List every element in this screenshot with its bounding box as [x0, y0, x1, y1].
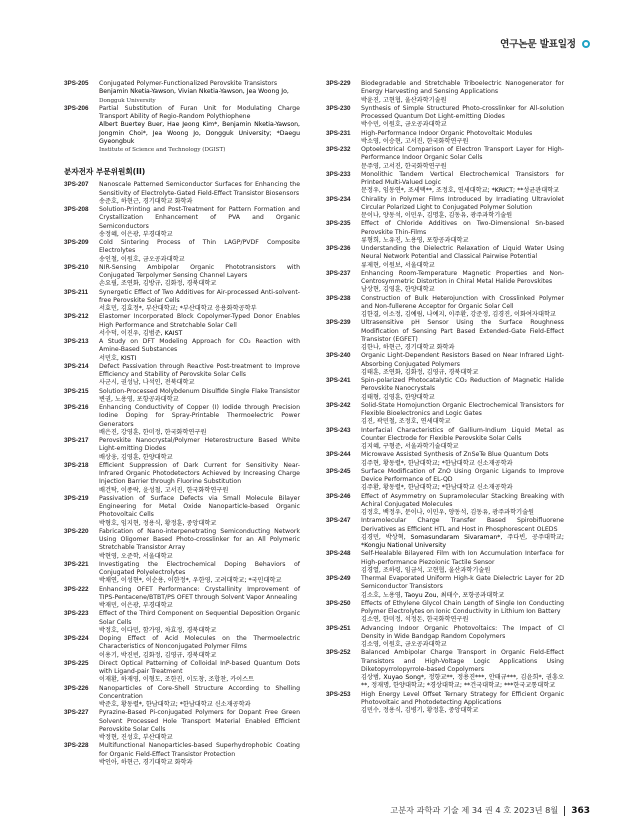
- entry-code: 3PS-207: [64, 181, 89, 189]
- entry-title: Investigating the Electrochemical Doping Behaviors of Conjugated Polyelectrolytes: [99, 560, 300, 576]
- entry-code: 3PS-220: [64, 527, 89, 535]
- entry-code: 3PS-228: [64, 742, 89, 750]
- entry-code: 3PS-222: [64, 585, 89, 593]
- entry-authors: 문정우, 임동연*, 조세택**, 조정호, 연세대학교; *KRICT; **성균관대학교: [361, 187, 560, 195]
- entry-body: [361, 245, 564, 270]
- entry-body: [99, 105, 300, 155]
- entry-title: Solid-State Homojunction Organic Electrochemical Transistors for Flexible Bioelectronics and Logic Gates: [361, 401, 564, 417]
- program-entry: [64, 338, 300, 363]
- entry-authors: 김상범, Xuyao Song*, 정항교**, 정용진***, 안태규***, 김윤희*, 권흥오**, 정재명, 한양대학교; *경상대학교; **건국대학교; ***한국교통대학교: [361, 674, 564, 690]
- entry-code: 3PS-240: [326, 352, 351, 360]
- entry-body: [361, 625, 564, 650]
- entry-code: 3PS-239: [326, 319, 351, 327]
- entry-code: 3PS-245: [326, 467, 351, 475]
- entry-authors: 남상현, 김영훈, 한양대학교: [361, 286, 435, 294]
- entry-authors: 박윤진, 고현협, 울산과학기술원: [361, 96, 447, 104]
- journal-info: 고분자 과학과 기술 제 34 권 4 호 2023년 8월: [390, 805, 559, 815]
- entry-body: [99, 685, 300, 710]
- program-entry: [64, 528, 300, 561]
- program-entry: [64, 685, 300, 710]
- program-entry: [64, 462, 300, 495]
- entry-title: Multifunctional Nanoparticles-based Superhydrophobic Coating for Organic Field-Effect Transistor Protection: [99, 742, 300, 758]
- circle-bullet-icon: [582, 40, 590, 48]
- section-heading: 분자전자 부문위원회(II): [64, 167, 146, 177]
- entry-code: 3PS-235: [326, 220, 351, 228]
- entry-body: [99, 388, 300, 405]
- entry-body: [361, 270, 564, 295]
- entry-code: 3PS-212: [64, 313, 89, 321]
- entry-code: 3PS-243: [326, 426, 351, 434]
- entry-title: Enhancing Conductivity of Copper (I) Iodide through Precision Iodine Doping for Spray-Printable Thermoelectric Power Generators: [99, 404, 300, 428]
- entry-code: 3PS-250: [326, 599, 351, 607]
- entry-body: [99, 660, 300, 685]
- entry-body: [361, 575, 564, 600]
- entry-body: [99, 264, 300, 289]
- entry-body: [99, 528, 300, 561]
- entry-body: [361, 468, 564, 493]
- program-entry: [64, 239, 300, 264]
- right-entries: [326, 80, 564, 715]
- entry-code: 3PS-214: [64, 362, 89, 370]
- entry-title: Perovskite Nanocrystal/Polymer Heterostructure Based White Light-emitting Diodes: [99, 437, 300, 453]
- entry-authors: 김태형, 김영훈, 한양대학교: [361, 393, 435, 401]
- entry-body: [361, 295, 564, 320]
- entry-authors: 김한결, 이소정, 김예림, 나예지, 이주환, 강준정, 김경진, 이화여자대학교: [361, 311, 556, 318]
- entry-body: [99, 635, 300, 660]
- entry-title: Biodegradable and Stretchable Triboelectric Nanogenerator for Energy Harvesting and Sensing Applications: [361, 80, 564, 96]
- entry-authors: 박현영, 오준학, 서울대학교: [99, 552, 173, 560]
- entry-authors: 박재민, 이은광, 부경대학교: [99, 602, 173, 609]
- entry-title: Surface Modification of ZnO Using Organic Ligands to Improve Device Performance of EL-QD: [361, 467, 564, 483]
- entry-authors: 손요필, 조연화, 김방규, 김화정, 경북대학교: [99, 280, 217, 288]
- entry-code: 3PS-247: [326, 517, 351, 525]
- entry-title: Solution-Printing and Post-Treatment for Pattern Formation and Crystallization Enhancement of PVA and Organic Semiconductors: [99, 206, 300, 230]
- program-entry: [326, 625, 564, 650]
- entry-code: 3PS-205: [64, 80, 89, 87]
- entry-title: Enhancing OFET Performance: Crystallinity Improvement of TIPS-Pentacene/BTBT/PS OFET through Solvent Vapor Annealing: [99, 585, 300, 601]
- entry-body: [99, 495, 300, 528]
- entry-title: Direct Optical Patterning of Colloidal InP-based Quantum Dots with Ligand-pair Treatment: [99, 659, 300, 675]
- program-entry: [64, 610, 300, 635]
- entry-code: 3PS-231: [326, 129, 351, 137]
- entry-body: [361, 451, 564, 468]
- program-entry: [326, 130, 564, 147]
- entry-title: Passivation of Surface Defects via Small Molecule Bilayer Engineering for Metal Oxide Nanoparticle-based Organic Photovoltaic Cells: [99, 494, 300, 519]
- entry-title: Synthesis of Simple Structured Photo-crosslinker for All-solution Processed Quantum Dot Light-emitting Diodes: [361, 104, 564, 120]
- entry-body: [99, 586, 300, 611]
- entry-body: [361, 130, 564, 147]
- entry-authors: 배건탁, 이종락, 윤성철, 고서진, 한국화학연구원: [99, 486, 229, 494]
- entry-authors: 김소호, 노용영, Taoyu Zou, 최태수, 포항공과대학교: [361, 591, 505, 599]
- entry-title: Pyrazine-Based Pi-conjugated Polymers for Dopant Free Green Solvent Processed Hole Transport Material Enabled Efficient Perovskite Solar Cells: [99, 709, 300, 733]
- entry-authors: 박정현, 진성호, 부산대학교: [99, 734, 173, 741]
- entry-affiliation: Dongguk University: [99, 97, 156, 104]
- program-entry: [64, 586, 300, 611]
- entry-authors: 류제현, 이원보, 서울대학교: [361, 261, 435, 269]
- program-entry: [64, 80, 300, 105]
- entry-authors: 배상웅, 김영훈, 한양대학교: [99, 453, 173, 461]
- entry-code: 3PS-252: [326, 649, 351, 657]
- entry-title: Monolithic Tandem Vertical Electrochemical Transistors for Printed Multi-Valued Logic: [361, 170, 564, 186]
- right-column: [326, 80, 564, 715]
- entry-code: 3PS-230: [326, 104, 351, 112]
- entry-body: [361, 493, 564, 518]
- program-entry: [326, 377, 564, 402]
- entry-code: 3PS-218: [64, 461, 89, 469]
- entry-authors: 박인아, 하현근, 경기대학교 화학과: [99, 758, 193, 766]
- entry-title: High-Performance Indoor Organic Photovoltaic Modules: [361, 129, 533, 137]
- entry-body: [99, 239, 300, 264]
- entry-title: Conjugated Polymer-Functionalized Perovskite Transistors: [99, 80, 278, 87]
- program-entry: [64, 313, 300, 338]
- entry-authors: 박소영, 이승현, 고서진, 한국화학연구원: [361, 137, 469, 145]
- entry-title: Effect of Asymmetry on Supramolecular Stacking Breaking with Achiral Conjugated Molecules: [361, 492, 564, 508]
- entry-authors: 박수민, 이원호, 금오공과대학교: [361, 121, 447, 129]
- entry-code: 3PS-225: [64, 659, 89, 667]
- entry-authors: 서수덕, 이진우, 김범준, KAIST: [99, 329, 183, 337]
- entry-title: A Study on DFT Modeling Approach for CO₂ Reaction with Amine-Based Substances: [99, 338, 300, 354]
- entry-title: Balanced Ambipolar Charge Transport in Organic Field-Effect Transistors and High-Voltage Logic Applications Using Diketopyrrolopyrrole-based Copolymers: [361, 649, 564, 673]
- entry-code: 3PS-237: [326, 269, 351, 277]
- entry-authors: 박채연, 이성현*, 이순용, 이한정*, 우한영, 고려대학교; *국민대학교: [99, 577, 282, 585]
- entry-code: 3PS-236: [326, 245, 351, 252]
- entry-title: High Energy Level Offset Ternary Strategy for Efficient Organic Photovoltaic and Photodetecting Applications: [361, 690, 564, 706]
- entry-title: Advancing Indoor Organic Photovoltaics: The Impact of Cl Density in Wide Bandgap Random Copolymers: [361, 624, 564, 640]
- entry-title: Partial Substitution of Furan Unit for Modulating Charge Transport Ability of Regio-Random Polythiophene: [99, 104, 300, 120]
- program-entry: [326, 319, 564, 352]
- entry-title: Construction of Bulk Heterojunction with Crosslinked Polymer and Non-fullerene Acceptor for Organic Solar Cell: [361, 294, 564, 310]
- entry-body: [99, 338, 300, 363]
- entry-body: [99, 363, 300, 388]
- entry-code: 3PS-248: [326, 550, 351, 558]
- entry-authors: 김경열, 조하령, 임금석, 고현협, 울산과학기술원: [361, 566, 491, 574]
- entry-authors: 사군시, 권성남, 나석인, 전북대학교: [99, 379, 195, 387]
- entry-title: Fabrication of Nano-interpenetrating Semiconducting Network Using Oligomer Based Photo-crosslinker for an All Polymeric Stretchable Transistor Array: [99, 527, 300, 552]
- entry-code: 3PS-211: [64, 288, 89, 296]
- entry-body: [361, 402, 564, 427]
- entry-body: [361, 105, 564, 130]
- entry-authors: 이용기, 박진빈, 김화정, 김영규, 경북대학교: [99, 651, 217, 659]
- entry-authors: 송준호, 하현근, 경기대학교 화학과: [99, 197, 193, 205]
- program-entry: [64, 289, 300, 314]
- entry-authors: 김민수, 정용식, 김병기, 황정훈, 중앙대학교: [361, 707, 479, 714]
- entry-code: 3PS-251: [326, 624, 351, 632]
- entry-authors: 배은진, 강영훈, 한미정, 한국화학연구원: [99, 428, 207, 436]
- entry-code: 3PS-227: [64, 709, 89, 717]
- entry-body: [99, 709, 300, 742]
- program-entry: [326, 105, 564, 130]
- program-entry: [326, 517, 564, 550]
- program-entry: [64, 206, 300, 239]
- entry-authors: Albert Buertey Buer, Hae Jeong Kim*, Benjamin Nketia-Yawson, Jongmin Choi*, Jea Woong Jo, Dongguk University; *Daegu Gyeongbuk: [99, 121, 300, 145]
- entry-body: [361, 146, 564, 171]
- entry-title: Cold Sintering Process of Thin LAGP/PVDF Composite Electrolytes: [99, 239, 300, 255]
- entry-body: [99, 462, 300, 495]
- entry-body: [361, 649, 564, 690]
- entry-body: [361, 352, 564, 377]
- entry-code: 3PS-208: [64, 206, 89, 213]
- program-entry: [326, 146, 564, 171]
- program-entry: [64, 181, 300, 206]
- entry-code: 3PS-249: [326, 575, 351, 582]
- entry-code: 3PS-210: [64, 263, 89, 271]
- program-entry: [326, 245, 564, 270]
- entry-code: 3PS-217: [64, 437, 89, 444]
- entry-title: Interfacial Characteristics of Gallium-Indium Liquid Metal as Counter Electrode for Flexible Perovskite Solar Cells: [361, 426, 564, 442]
- program-entry: [326, 220, 564, 245]
- entry-title: Synergetic Effect of Two Additives for Air-processed Anti-solvent-free Perovskite Solar Cells: [99, 288, 300, 304]
- program-entry: [326, 352, 564, 377]
- left-entries: [64, 181, 300, 767]
- program-entry: [64, 388, 300, 405]
- entry-authors: 김정호, 백정우, 문이나, 이민우, 양동석, 김동유, 광주과학기술원: [361, 509, 535, 516]
- entry-body: [361, 220, 564, 245]
- entry-code: 3PS-206: [64, 104, 89, 112]
- entry-authors: 이재환, 하재영, 이형도, 조한진, 이도창, 조합찬, 카이스트: [99, 676, 255, 684]
- entry-title: Defect Passivation through Reactive Post-treatment to Improve Efficiency and Stability of Perovskite Solar Cells: [99, 362, 300, 378]
- entry-body: [361, 196, 564, 221]
- entry-body: [99, 561, 300, 586]
- entry-title: Solution-Processed Molybdenum Disulfide Single Flake Transistor: [99, 387, 300, 395]
- entry-authors: 김태훈, 조연화, 김화정, 김영규, 경북대학교: [361, 368, 479, 376]
- entry-title: Thermal Evaporated Uniform High-k Gate Dielectric Layer for 2D Semiconductor Transistors: [361, 575, 564, 591]
- entry-body: [99, 206, 300, 239]
- left-column: [64, 80, 300, 767]
- program-entry: [64, 660, 300, 685]
- program-entry: [326, 575, 564, 600]
- entry-title: Spin-polarized Photocatalytic CO₂ Reduction of Magnetic Halide Perovskite Nanocrystals: [361, 377, 564, 393]
- program-entry: [64, 495, 300, 528]
- entry-title: Nanoparticles of Core-Shell Structure According to Shelling Concentration: [99, 684, 300, 700]
- entry-authors: 김진, 곽민철, 조정호, 연세대학교: [361, 418, 451, 426]
- entry-body: [361, 377, 564, 402]
- section-title: [500, 36, 590, 50]
- program-entry: [326, 427, 564, 452]
- program-entry: [64, 635, 300, 660]
- entry-title: Optoelectrical Comparison of Electron Transport Layer for High-Performance Indoor Organic Solar Cells: [361, 146, 564, 162]
- left-top-entries: [64, 80, 300, 154]
- entry-title: Effect of the Third Component on Sequential Deposition Organic Solar Cells: [99, 610, 300, 626]
- program-entry: [64, 363, 300, 388]
- entry-title: Doping Effect of Acid Molecules on the Thermoelectric Characteristics of Nonconjugated Polymer Films: [99, 635, 300, 651]
- entry-body: [99, 289, 300, 314]
- entry-title: Efficient Suppression of Dark Current for Sensitivity Near-Infrared Organic Photodetectors Achieved by Increasing Charge Injection Barrier through Fluorine Substitution: [99, 461, 300, 486]
- entry-authors: 김주환, 황동렬*, 한남대학교; *한남대학교 신소재공학과: [361, 484, 513, 492]
- entry-title: Enhancing Room-Temperature Magnetic Properties and Non-Centrosymmetric Distortion in Chiral Metal Halide Perovskites: [361, 269, 564, 285]
- entry-authors: 김한나, 하현근, 경기대학교 화학과: [361, 344, 455, 351]
- entry-authors: 김소연, 한미정, 석정돈, 한국화학연구원: [361, 616, 469, 624]
- entry-authors: 김지혜, 구형준, 서울과학기술대학교: [361, 443, 459, 450]
- entry-authors: 변권, 노용영, 포항공과대학교: [99, 395, 179, 403]
- entry-title: Ultrasensitive pH Sensor Using the Surface Roughness Modification of Sensing Part Based Extended-Gate Field-Effect Transistor (EGFET): [361, 319, 564, 343]
- entry-body: [361, 171, 564, 196]
- entry-authors: 서효민, 김효정*, 부산대학교; *부산대학교 응용화학공학부: [99, 305, 257, 312]
- entry-authors: 송정혜, 이은광, 부경대학교: [99, 230, 173, 238]
- entry-body: [361, 319, 564, 352]
- entry-authors: 문주영, 고서진, 한국화학연구원: [361, 162, 447, 170]
- program-entry: [326, 196, 564, 221]
- entry-authors: 박준호, 황동렬*, 한남대학교; *한남대학교 신소재공학과: [99, 701, 251, 708]
- entry-authors: 박형호, 임지현, 정용식, 황정훈, 중앙대학교: [99, 519, 217, 527]
- entry-authors: 송인철, 이원호, 금오공과대학교: [99, 255, 185, 263]
- entry-title: Effects of Ethylene Glycol Chain Length of Single Ion Conducting Polymer Electrolytes on Ionic Conductivity in Lithium Ion Battery: [361, 599, 564, 615]
- entry-title: Intramolecular Charge Transfer Based Spirobifluorene Derivatives as Efficient HTL and Host in Phosphorescent OLEDS: [361, 517, 564, 533]
- entry-body: [361, 517, 564, 550]
- entry-authors: Benjamin Nketia-Yawson, Vivian Nketia-Yawson, Jea Woong Jo,: [99, 88, 289, 96]
- program-entry: [64, 709, 300, 742]
- entry-title: Effect of Chloride Additives on Two-Dimensional Sn-based Perovskite Thin-Films: [361, 220, 564, 236]
- entry-title: Chirality in Polymer Films Introduced by Irradiating Ultraviolet Circular Polarized Light to Conjugated Polymer Solution: [361, 195, 564, 211]
- program-entry: [326, 600, 564, 625]
- entry-title: Microwave Assisted Synthesis of ZnSeTe Blue Quantum Dots: [361, 451, 549, 459]
- entry-authors: 김경민, 박상혁, Somasundaram Sivaraman*, 주다빈, 공주대학교; *Kongju National University: [361, 533, 564, 549]
- entry-body: [361, 80, 564, 105]
- program-entry: [64, 437, 300, 462]
- entry-title: Self-Healable Bilayered Film with Ion Accumulation Interface for High-performance Piezoionic Tactile Sensor: [361, 550, 564, 566]
- entry-body: [361, 427, 564, 452]
- program-entry: [326, 270, 564, 295]
- program-entry: [64, 264, 300, 289]
- program-entry: [326, 402, 564, 427]
- entry-body: [99, 610, 300, 635]
- entry-code: 3PS-213: [64, 338, 89, 345]
- program-entry: [326, 691, 564, 716]
- entry-body: [99, 313, 300, 338]
- entry-code: 3PS-241: [326, 377, 351, 384]
- entry-code: 3PS-216: [64, 404, 89, 411]
- entry-authors: 김주현, 황동렬*, 한남대학교; *한남대학교 신소재공학과: [361, 459, 513, 467]
- entry-authors: 김소영, 이원호, 금오공과대학교: [361, 641, 447, 648]
- entry-authors: 류형희, 노유진, 노용영, 포항공과대학교: [361, 236, 469, 244]
- entry-code: 3PS-244: [326, 451, 351, 459]
- program-entry: [64, 742, 300, 767]
- program-entry: [326, 493, 564, 518]
- program-entry: [326, 451, 564, 468]
- entry-body: [361, 550, 564, 575]
- entry-code: 3PS-224: [64, 635, 89, 642]
- entry-code: 3PS-221: [64, 560, 89, 568]
- entry-body: [361, 691, 564, 716]
- entry-code: 3PS-226: [64, 684, 89, 692]
- entry-code: 3PS-223: [64, 610, 89, 618]
- entry-body: [99, 181, 300, 206]
- program-entry: [326, 171, 564, 196]
- entry-title: Organic Light-Dependent Resistors Based on Near Infrared Light-Absorbing Conjugated Polymers: [361, 352, 564, 368]
- entry-code: 3PS-253: [326, 690, 351, 698]
- program-entry: [64, 561, 300, 586]
- entry-authors: 박정호, 이다민, 함가영, 차효정, 경북대학교: [99, 626, 217, 634]
- entry-affiliation: Institute of Science and Technology (DGIST): [99, 147, 226, 153]
- program-entry: [326, 550, 564, 575]
- entry-authors: 문이나, 양동석, 이민우, 김명훈, 김동유, 광주과학기술원: [361, 212, 513, 219]
- footer-divider: [564, 806, 565, 816]
- page-footer: [390, 805, 590, 816]
- entry-code: 3PS-246: [326, 492, 351, 500]
- entry-code: 3PS-242: [326, 401, 351, 409]
- entry-code: 3PS-209: [64, 239, 89, 246]
- entry-authors: 서민호, KISTI: [99, 354, 137, 362]
- entry-body: [361, 600, 564, 625]
- program-entry: [326, 468, 564, 493]
- program-entry: [64, 105, 300, 155]
- entry-code: 3PS-233: [326, 170, 351, 178]
- entry-body: [99, 437, 300, 462]
- entry-body: [99, 404, 300, 437]
- entry-title: Elastomer Incorporated Block Copolymer-Typed Donor Enables High Performance and Stretchable Solar Cell: [99, 313, 300, 329]
- program-entry: [326, 295, 564, 320]
- entry-code: 3PS-219: [64, 494, 89, 502]
- entry-code: 3PS-234: [326, 195, 351, 203]
- entry-body: [99, 742, 300, 767]
- entry-title: Understanding the Dielectric Relaxation of Liquid Water Using Neural Network Potential and Classical Pairwise Potential: [361, 245, 564, 261]
- page-number: 363: [571, 805, 590, 816]
- entry-body: [99, 80, 300, 105]
- program-entry: [326, 649, 564, 690]
- program-entry: [326, 80, 564, 105]
- entry-code: 3PS-238: [326, 294, 351, 302]
- entry-title: Nanoscale Patterned Semiconductor Surfaces for Enhancing the Sensitivity of Electrolyte-Gated Field-Effect Transistor Biosensors: [99, 181, 300, 197]
- entry-title: NIR-Sensing Ambipolar Organic Phototransistors with Conjugated Terpolymer Sensing Channel Layers: [99, 263, 300, 279]
- program-entry: [64, 404, 300, 437]
- entry-code: 3PS-215: [64, 387, 89, 395]
- section-title-text: 연구논문 발표일정: [500, 39, 576, 50]
- entry-code: 3PS-229: [326, 80, 351, 87]
- entry-code: 3PS-232: [326, 146, 351, 153]
